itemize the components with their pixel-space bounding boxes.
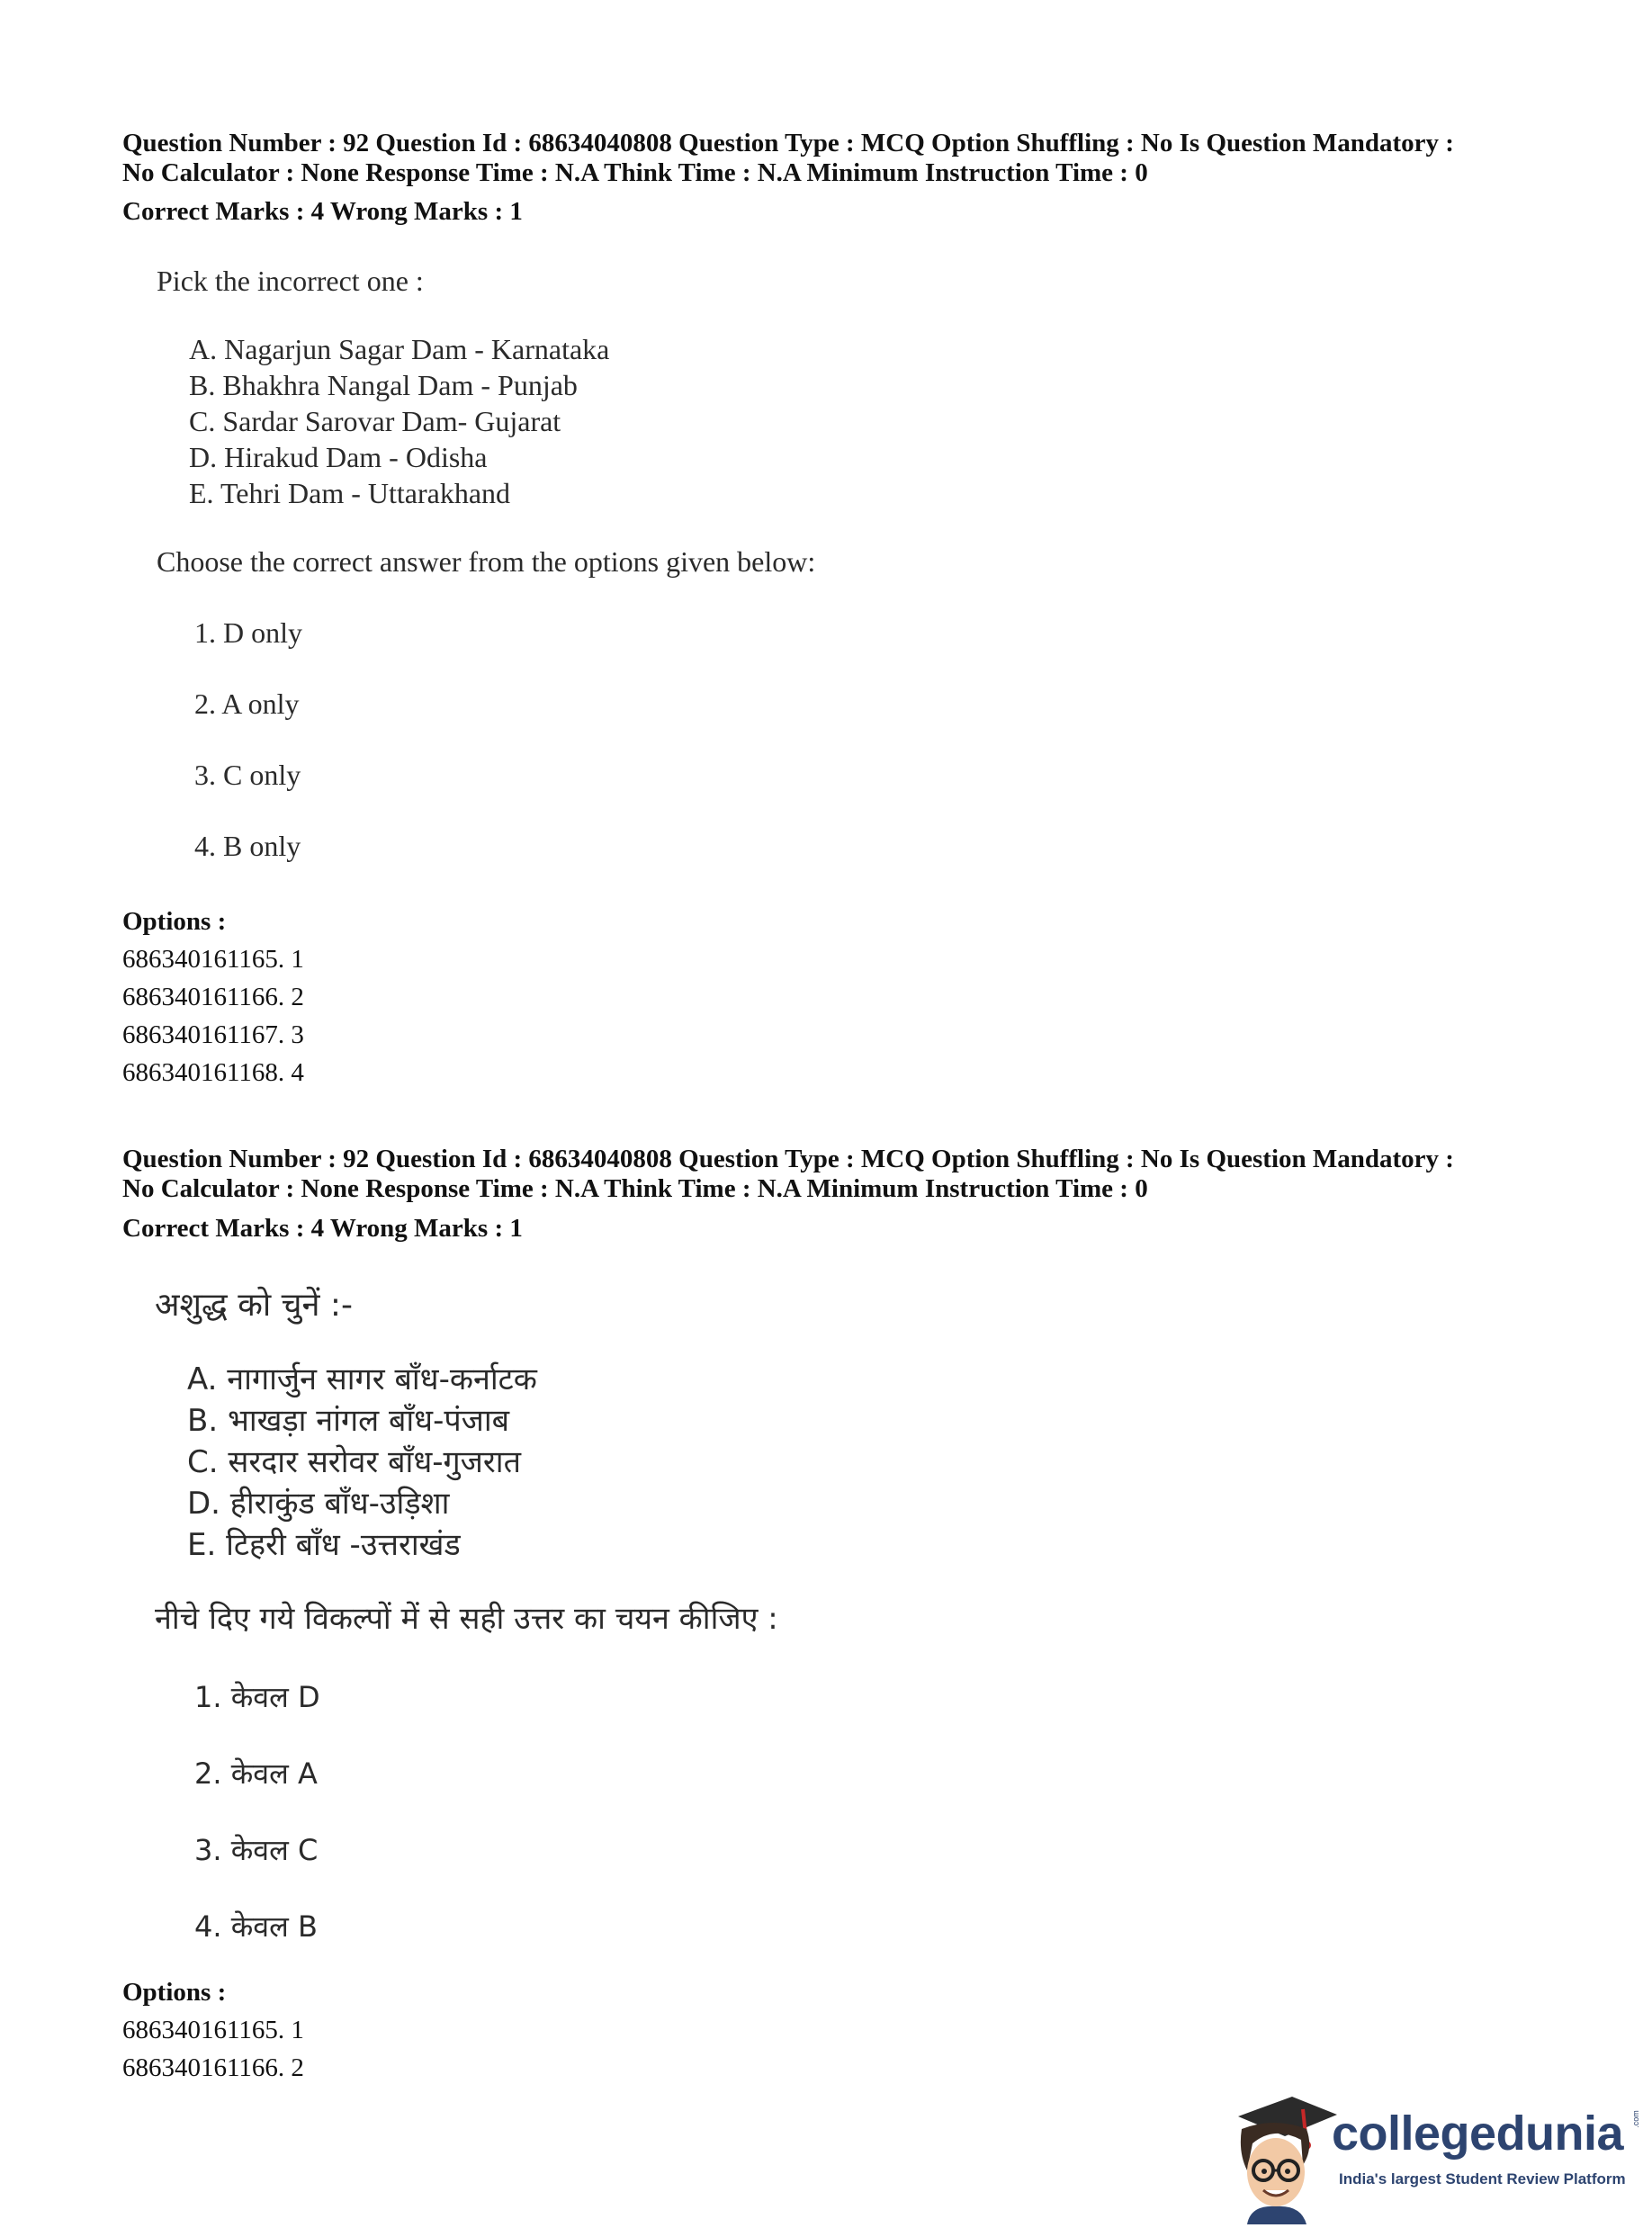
student-mascot-icon [1220, 2089, 1337, 2224]
answer-choice-1: 1. केवल D [194, 1680, 320, 1714]
answer-choice-3: 3. C only [194, 759, 301, 791]
answer-choice-1: 1. D only [194, 616, 302, 649]
statement-a: A. Nagarjun Sagar Dam - Karnataka [189, 333, 610, 365]
question-header-line-1: Question Number : 92 Question Id : 68634040808 Question Type : MCQ Option Shuffling : No Is Question Mandatory : [122, 1145, 1454, 1173]
answer-instruction: नीचे दिए गये विकल्पों में से सही उत्तर का चयन कीजिए : [155, 1601, 778, 1637]
option-id-2: 686340161166. 2 [122, 983, 304, 1011]
collegedunia-logo[interactable] [1220, 2089, 1643, 2224]
question-header-line-2: No Calculator : None Response Time : N.A Think Time : N.A Minimum Instruction Time : 0 [122, 158, 1148, 187]
answer-choice-4: 4. B only [194, 830, 301, 862]
statement-c: C. Sardar Sarovar Dam- Gujarat [189, 405, 561, 437]
statement-d: D. हीराकुंड बाँध-उड़िशा [187, 1486, 450, 1522]
option-id-4: 686340161168. 4 [122, 1058, 304, 1087]
answer-choice-4: 4. केवल B [194, 1909, 318, 1944]
option-id-1: 686340161165. 1 [122, 945, 304, 974]
question-header-line-1: Question Number : 92 Question Id : 68634040808 Question Type : MCQ Option Shuffling : No Is Question Mandatory : [122, 129, 1454, 157]
statement-a: A. नागार्जुन सागर बाँध-कर्नाटक [187, 1361, 537, 1397]
marks-line: Correct Marks : 4 Wrong Marks : 1 [122, 1214, 523, 1243]
logo-wordmark: collegedunia [1332, 2107, 1624, 2161]
statement-c: C. सरदार सरोवर बाँध-गुजरात [187, 1444, 521, 1480]
answer-choice-2: 2. A only [194, 687, 300, 720]
question-stem: अशुद्ध को चुनें :- [155, 1287, 354, 1324]
statement-d: D. Hirakud Dam - Odisha [189, 441, 488, 473]
option-id-2: 686340161166. 2 [122, 2053, 304, 2082]
options-label: Options : [122, 1978, 227, 2007]
answer-choice-3: 3. केवल C [194, 1833, 319, 1867]
logo-tagline: India's largest Student Review Platform [1339, 2170, 1626, 2188]
statement-e: E. Tehri Dam - Uttarakhand [189, 477, 511, 509]
statement-b: B. Bhakhra Nangal Dam - Punjab [189, 369, 578, 401]
options-label: Options : [122, 907, 227, 936]
marks-line: Correct Marks : 4 Wrong Marks : 1 [122, 197, 523, 226]
option-id-1: 686340161165. 1 [122, 2016, 304, 2044]
statement-e: E. टिहरी बाँध -उत्तराखंड [187, 1527, 461, 1563]
question-stem: Pick the incorrect one : [157, 265, 424, 297]
question-header-line-2: No Calculator : None Response Time : N.A Think Time : N.A Minimum Instruction Time : 0 [122, 1174, 1148, 1203]
statement-b: B. भाखड़ा नांगल बाँध-पंजाब [187, 1403, 510, 1439]
answer-instruction: Choose the correct answer from the options given below: [157, 545, 816, 578]
logo-domain-suffix: .com [1630, 2110, 1640, 2128]
answer-choice-2: 2. केवल A [194, 1756, 318, 1791]
option-id-3: 686340161167. 3 [122, 1020, 304, 1049]
